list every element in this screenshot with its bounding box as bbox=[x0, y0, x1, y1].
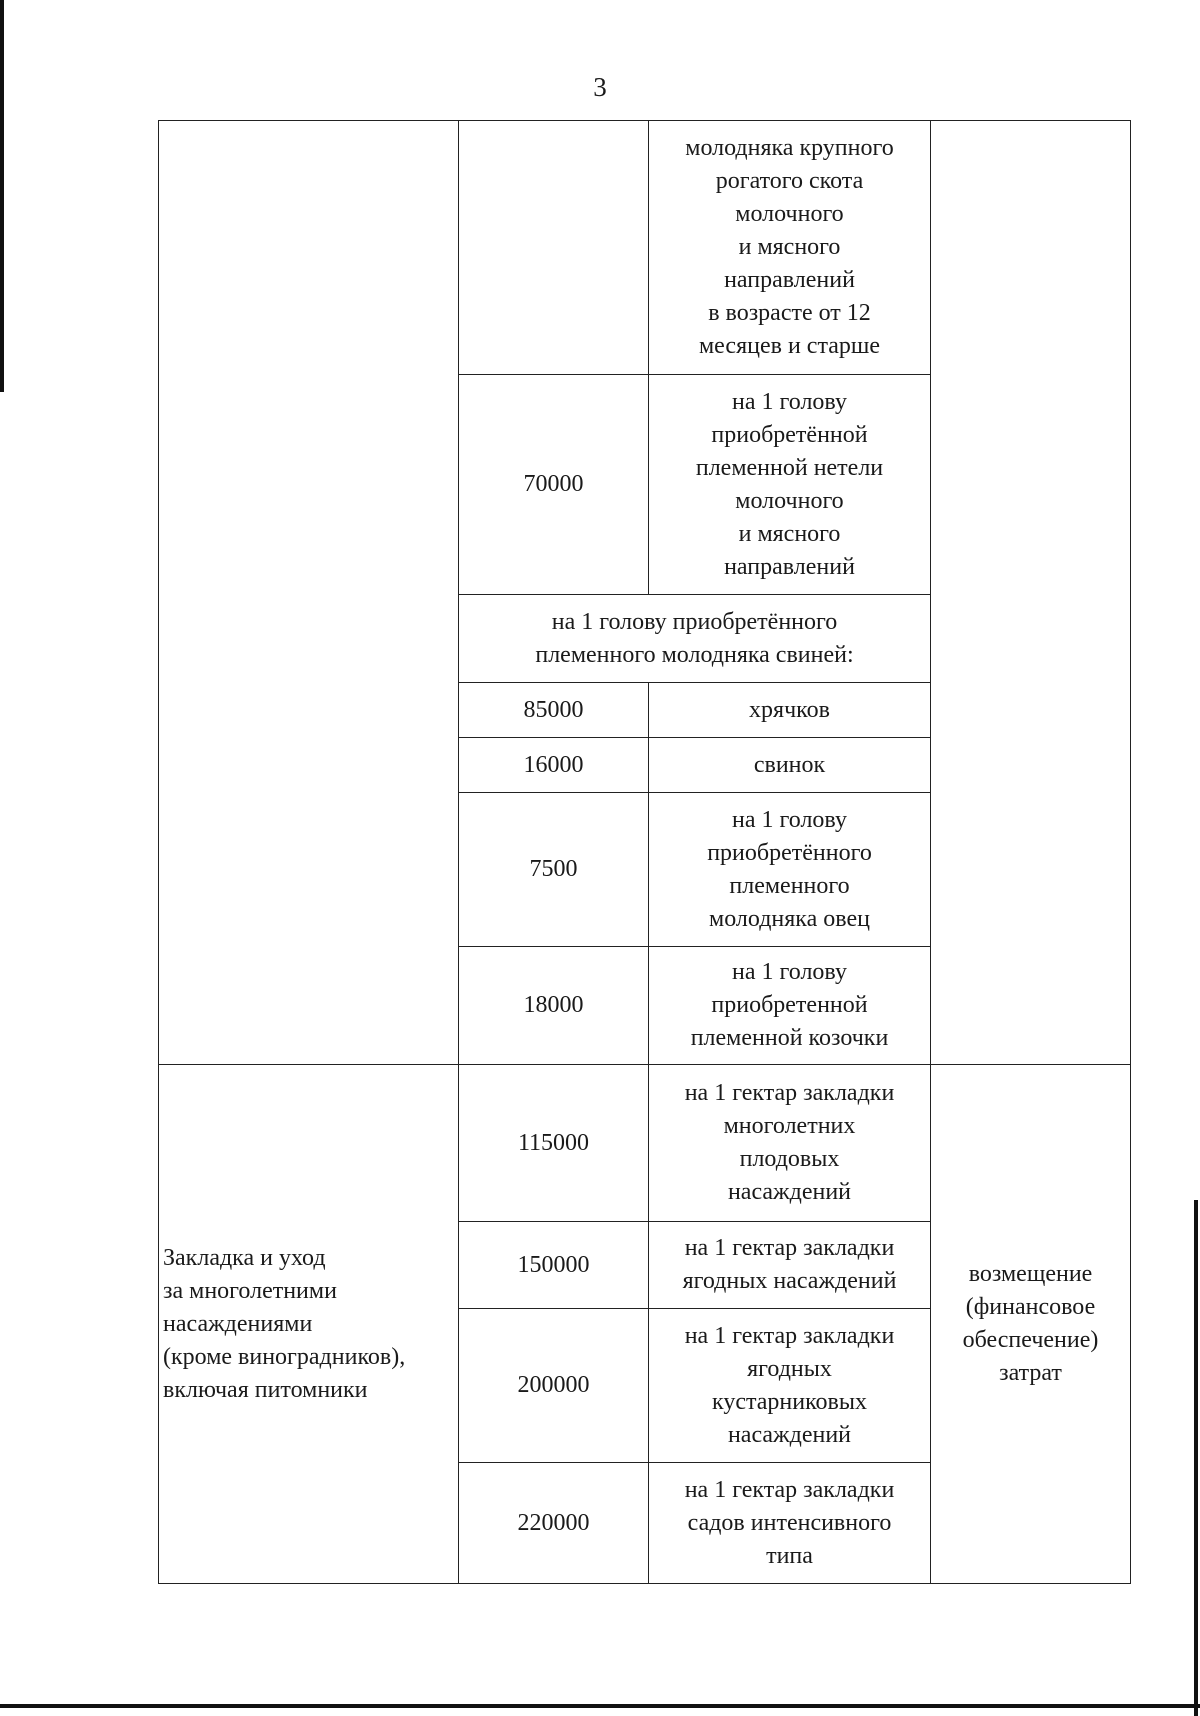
amount-cell: 70000 bbox=[459, 375, 649, 595]
purpose-cell bbox=[931, 121, 1131, 1065]
scan-edge-bottom bbox=[0, 1704, 1200, 1708]
description-cell: на 1 гектар закладки многолетних плодовых насаждений bbox=[649, 1065, 931, 1222]
amount-cell: 150000 bbox=[459, 1222, 649, 1309]
purpose-cell: возмещение (финансовое обеспечение) затрат bbox=[931, 1065, 1131, 1584]
activity-cell: Закладка и уход за многолетними насаждениями (кроме виноградников), включая питомники bbox=[159, 1065, 459, 1584]
amount-cell: 7500 bbox=[459, 793, 649, 947]
description-cell: на 1 голову приобретённого племенного молодняка овец bbox=[649, 793, 931, 947]
page-number: 3 bbox=[593, 72, 607, 102]
amount-cell: 115000 bbox=[459, 1065, 649, 1222]
description-cell: хрячков bbox=[649, 683, 931, 738]
pig-header-cell: на 1 голову приобретённого племенного молодняка свиней: bbox=[459, 595, 931, 683]
description-cell: на 1 гектар закладки ягодных насаждений bbox=[649, 1222, 931, 1309]
amount-cell: 200000 bbox=[459, 1309, 649, 1463]
table-row bbox=[159, 121, 1131, 375]
table-row bbox=[159, 1065, 1131, 1222]
description-cell: свинок bbox=[649, 738, 931, 793]
description-cell: на 1 голову приобретенной племенной козочки bbox=[649, 947, 931, 1065]
amount-cell: 220000 bbox=[459, 1463, 649, 1584]
amount-cell: 85000 bbox=[459, 683, 649, 738]
activity-cell bbox=[159, 121, 459, 1065]
description-cell: на 1 гектар закладки ягодных кустарниковых насаждений bbox=[649, 1309, 931, 1463]
scan-edge-left bbox=[0, 0, 4, 392]
amount-cell: 16000 bbox=[459, 738, 649, 793]
subsidy-rates-table bbox=[158, 120, 1131, 1584]
amount-cell bbox=[459, 121, 649, 375]
description-cell: на 1 голову приобретённой племенной нетели молочного и мясного направлений bbox=[649, 375, 931, 595]
description-cell: на 1 гектар закладки садов интенсивного типа bbox=[649, 1463, 931, 1584]
description-cell: молодняка крупного рогатого скота молочного и мясного направлений в возрасте от 12 месяцев и старше bbox=[649, 121, 931, 375]
scan-edge-right bbox=[1194, 1200, 1198, 1716]
amount-cell: 18000 bbox=[459, 947, 649, 1065]
